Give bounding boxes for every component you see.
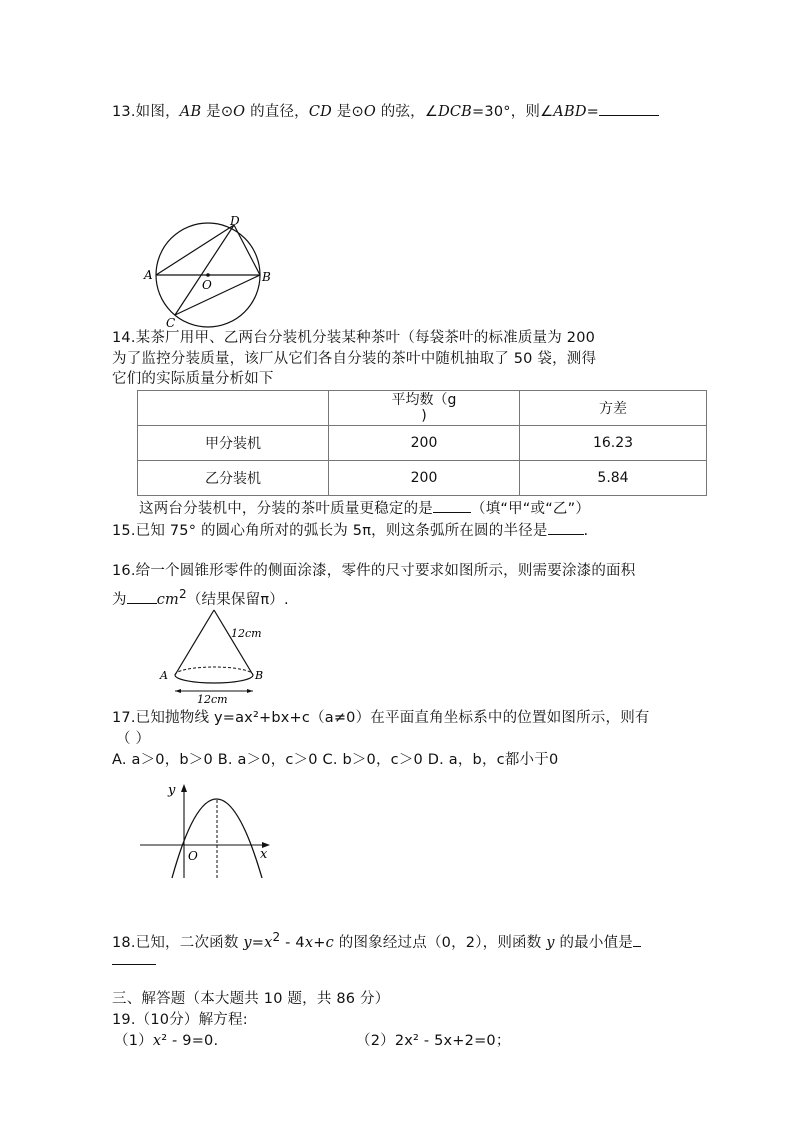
q18-seg: - 4 xyxy=(280,934,305,951)
q13-seg: 的直径， xyxy=(245,104,309,120)
q15-seg: 15.已知 75° 的圆心角所对的弧长为 5π，则这条弧所在圆的半径是 xyxy=(112,523,548,539)
table-header-cell xyxy=(138,391,329,426)
q18-answer-blank-start[interactable] xyxy=(633,932,641,947)
label-b: B xyxy=(262,270,271,284)
q13-o: O xyxy=(363,104,376,120)
q14-stats-table xyxy=(137,390,707,496)
q19-seg: （1） xyxy=(114,1033,153,1049)
segment-ad xyxy=(156,225,234,275)
q19-part1 xyxy=(114,1032,218,1050)
q18-seg: 的最小值是 xyxy=(554,934,633,951)
q16-seg: 为 xyxy=(112,591,127,608)
q17-options: A. a＞0，b＞0 B. a＞0，c＞0 C. b＞0，c＞0 D. a，b，c都小于0 xyxy=(112,752,559,768)
q13-o: O xyxy=(233,104,246,120)
q13-cd: CD xyxy=(308,104,332,120)
header-mean-wrap: ) xyxy=(421,408,427,424)
label-a: A xyxy=(144,268,153,282)
q16-answer-blank[interactable] xyxy=(127,589,157,604)
q13-abd: ABD xyxy=(553,104,587,120)
q16-line1: 16.给一个圆锥形零件的侧面涂漆，零件的尺寸要求如图所示，则需要涂漆的面积 xyxy=(112,563,636,579)
q18-var: y xyxy=(546,934,555,951)
y-axis-arrow xyxy=(181,784,187,792)
q19-var: x xyxy=(152,1033,162,1049)
table-cell: 200 xyxy=(329,426,520,461)
q13-ab: AB xyxy=(179,104,202,120)
q19-part2: （2）2x² - 5x+2=0； xyxy=(356,1033,511,1049)
arrow-left xyxy=(175,689,181,693)
q13-seg: =30°，则∠ xyxy=(472,104,554,120)
q13-seg: 是⊙ xyxy=(201,104,234,120)
figure-17-parabola-graph xyxy=(138,780,273,880)
slant-label: 12cm xyxy=(231,627,262,640)
q13-number: 13. xyxy=(112,104,136,120)
q14-line1: 14.某茶厂用甲、乙两台分装机分装某种茶叶（每袋茶叶的标准质量为 200 xyxy=(112,330,596,346)
q18-var: x xyxy=(304,934,314,951)
label-b: B xyxy=(255,669,264,682)
x-label: x xyxy=(260,847,268,862)
q14-conclusion-text: （填“甲“或“乙”） xyxy=(471,501,591,517)
label-a: A xyxy=(160,669,168,682)
q16-unit-exp: 2 xyxy=(178,587,187,601)
figure-13-circle-diagram xyxy=(138,215,278,330)
table-header-row xyxy=(138,391,707,426)
q19-title: 19.（10分）解方程: xyxy=(112,1012,248,1028)
q13-answer-blank[interactable] xyxy=(599,101,659,116)
label-c: C xyxy=(166,316,176,330)
table-cell: 甲分装机 xyxy=(138,426,329,461)
q17-line1: 17.已知抛物线 y=ax²+bx+c（a≠0）在平面直角坐标系中的位置如图所示，则有 xyxy=(112,710,650,726)
label-d: D xyxy=(230,215,240,228)
table-cell: 5.84 xyxy=(520,461,707,496)
q17-line2: （ ） xyxy=(116,731,151,747)
q13-dcb: DCB xyxy=(438,104,473,120)
q13-seg: = xyxy=(586,104,600,120)
y-label: y xyxy=(168,783,176,798)
q18-seg: + xyxy=(313,934,326,951)
q16-unit: cm xyxy=(156,591,179,608)
cone-base-front xyxy=(175,675,253,683)
q14-conclusion xyxy=(139,498,590,518)
q14-conclusion-text: 这两台分装机中，分装的茶叶质量更稳定的是 xyxy=(139,501,433,517)
origin-label: O xyxy=(188,849,198,863)
q13-text xyxy=(112,101,659,121)
cone-right-side xyxy=(214,610,253,675)
figure-16-cone-diagram xyxy=(155,605,275,705)
q18-seg: 18.已知，二次函数 xyxy=(112,934,244,951)
table-header-cell xyxy=(329,391,520,426)
q14-line2: 为了监控分装质量，该厂从它们各自分装的茶叶中随机抽取了 50 袋，测得 xyxy=(112,351,597,367)
q18-answer-blank-cont[interactable] xyxy=(112,964,156,965)
q15-seg: . xyxy=(583,523,589,539)
q13-seg: 如图， xyxy=(135,104,180,120)
arrow-right xyxy=(247,689,253,693)
q18-var: c xyxy=(325,934,334,951)
label-o: O xyxy=(202,278,212,292)
q13-seg: 是⊙ xyxy=(332,104,364,120)
base-label: 12cm xyxy=(197,693,228,705)
segment-db xyxy=(234,225,260,275)
q15-answer-blank[interactable] xyxy=(548,520,584,535)
table-header-cell: 方差 xyxy=(520,391,707,426)
center-point xyxy=(206,273,210,277)
q16-seg: （结果保留π）. xyxy=(186,591,289,608)
q18-exp: 2 xyxy=(272,930,281,944)
table-row xyxy=(138,461,707,496)
cone-left-side xyxy=(175,610,214,675)
header-mean: 平均数（g xyxy=(391,392,457,408)
q18-seg: 的图象经过点（0，2），则函数 xyxy=(333,934,547,951)
table-row xyxy=(138,426,707,461)
q18-text xyxy=(112,928,641,952)
cone-base-back xyxy=(175,667,253,675)
q13-seg: 的弦，∠ xyxy=(375,104,439,120)
table-cell: 乙分装机 xyxy=(138,461,329,496)
q18-seg: = xyxy=(251,934,265,951)
q18-var: y xyxy=(243,934,252,951)
table-cell: 16.23 xyxy=(520,426,707,461)
q15-text xyxy=(112,520,588,540)
q19-seg: ² - 9=0. xyxy=(161,1033,219,1049)
q14-line3: 它们的实际质量分析如下 xyxy=(112,371,274,387)
section3-heading: 三、解答题（本大题共 10 题，共 86 分） xyxy=(112,991,390,1007)
q14-answer-blank[interactable] xyxy=(433,498,471,513)
table-cell: 200 xyxy=(329,461,520,496)
q18-var: x xyxy=(264,934,273,951)
